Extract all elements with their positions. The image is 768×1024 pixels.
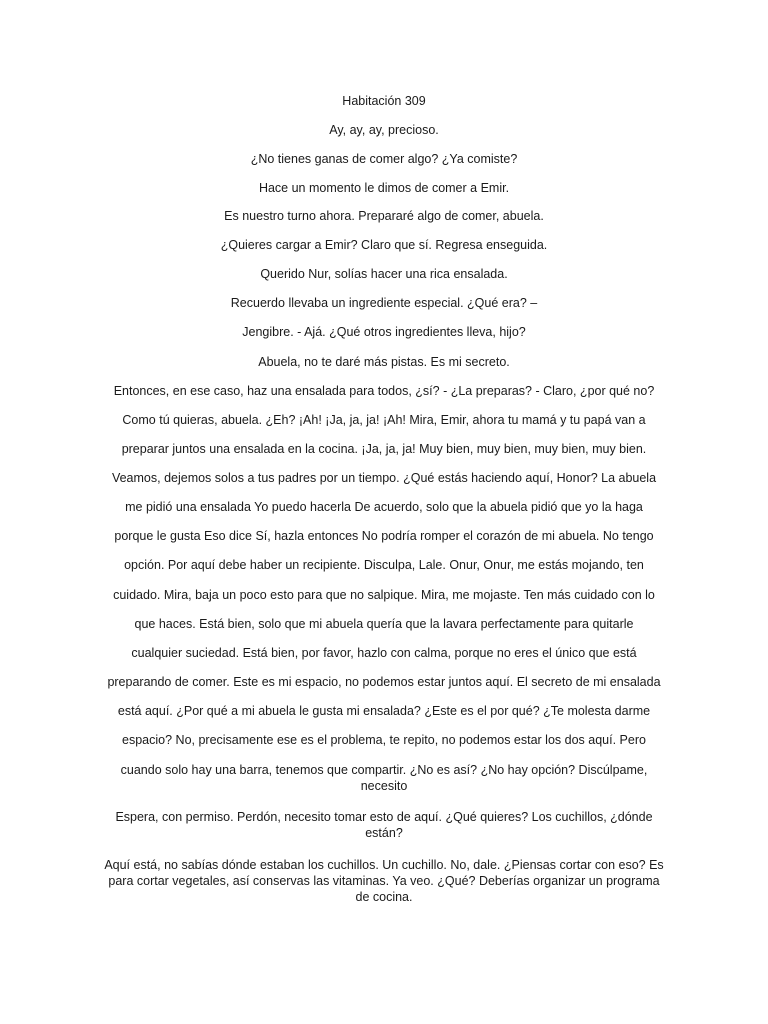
text-line: preparar juntos una ensalada en la cocina. ¡Ja, ja, ja! Muy bien, muy bien, muy bien, muy bien. [121,442,647,456]
text-line: Como tú quieras, abuela. ¿Eh? ¡Ah! ¡Ja, ja, ja! ¡Ah! Mira, Emir, ahora tu mamá y tu papá van a [122,413,646,427]
text-line: Querido Nur, solías hacer una rica ensalada. [260,267,508,281]
text-line: ¿No tienes ganas de comer algo? ¿Ya comiste? [250,152,518,166]
text-line: Hace un momento le dimos de comer a Emir. [258,181,510,195]
text-line: porque le gusta Eso dice Sí, hazla entonces No podría romper el corazón de mi abuela. No tengo [114,529,654,543]
text-paragraph: Aquí está, no sabías dónde estaban los cuchillos. Un cuchillo. No, dale. ¿Piensas cortar con eso? Es para cortar vegetales, así conservas las vitaminas. Ya veo. ¿Qué? Deberías organizar un programa de cocina. [104,858,664,904]
text-line: Abuela, no te daré más pistas. Es mi secreto. [258,355,510,369]
text-line: cuidado. Mira, baja un poco esto para que no salpique. Mira, me mojaste. Ten más cuidado con lo [113,588,655,602]
text-line: Ay, ay, ay, precioso. [329,123,439,137]
text-paragraph: Espera, con permiso. Perdón, necesito tomar esto de aquí. ¿Qué quieres? Los cuchillos, ¿dónde están? [115,810,653,840]
text-line: me pidió una ensalada Yo puedo hacerla De acuerdo, solo que la abuela pidió que yo la haga [125,500,643,514]
text-line: que haces. Está bien, solo que mi abuela quería que la lavara perfectamente para quitarle [134,617,634,631]
text-paragraph: cuando solo hay una barra, tenemos que compartir. ¿No es así? ¿No hay opción? Discúlpame, necesito [120,763,648,793]
text-line: Es nuestro turno ahora. Prepararé algo de comer, abuela. [224,209,544,223]
text-line: está aquí. ¿Por qué a mi abuela le gusta mi ensalada? ¿Este es el por qué? ¿Te molesta darme [117,704,651,718]
text-line: Recuerdo llevaba un ingrediente especial. ¿Qué era? – [230,296,538,310]
text-line: Entonces, en ese caso, haz una ensalada para todos, ¿sí? - ¿La preparas? - Claro, ¿por qué no? [113,384,655,398]
document-title: Habitación 309 [342,94,426,108]
text-line: espacio? No, precisamente ese es el problema, te repito, no podemos estar los dos aquí. Pero [122,733,646,747]
text-line: Jengibre. - Ajá. ¿Qué otros ingredientes lleva, hijo? [242,325,526,339]
text-line: Veamos, dejemos solos a tus padres por un tiempo. ¿Qué estás haciendo aquí, Honor? La abuela [111,471,657,485]
text-line: ¿Quieres cargar a Emir? Claro que sí. Regresa enseguida. [220,238,548,252]
text-line: cualquier suciedad. Está bien, por favor, hazlo con calma, porque no eres el único que está [131,646,637,660]
text-line: opción. Por aquí debe haber un recipiente. Disculpa, Lale. Onur, Onur, me estás mojando, ten [124,558,644,572]
text-line: preparando de comer. Este es mi espacio, no podemos estar juntos aquí. El secreto de mi ensalada [107,675,661,689]
